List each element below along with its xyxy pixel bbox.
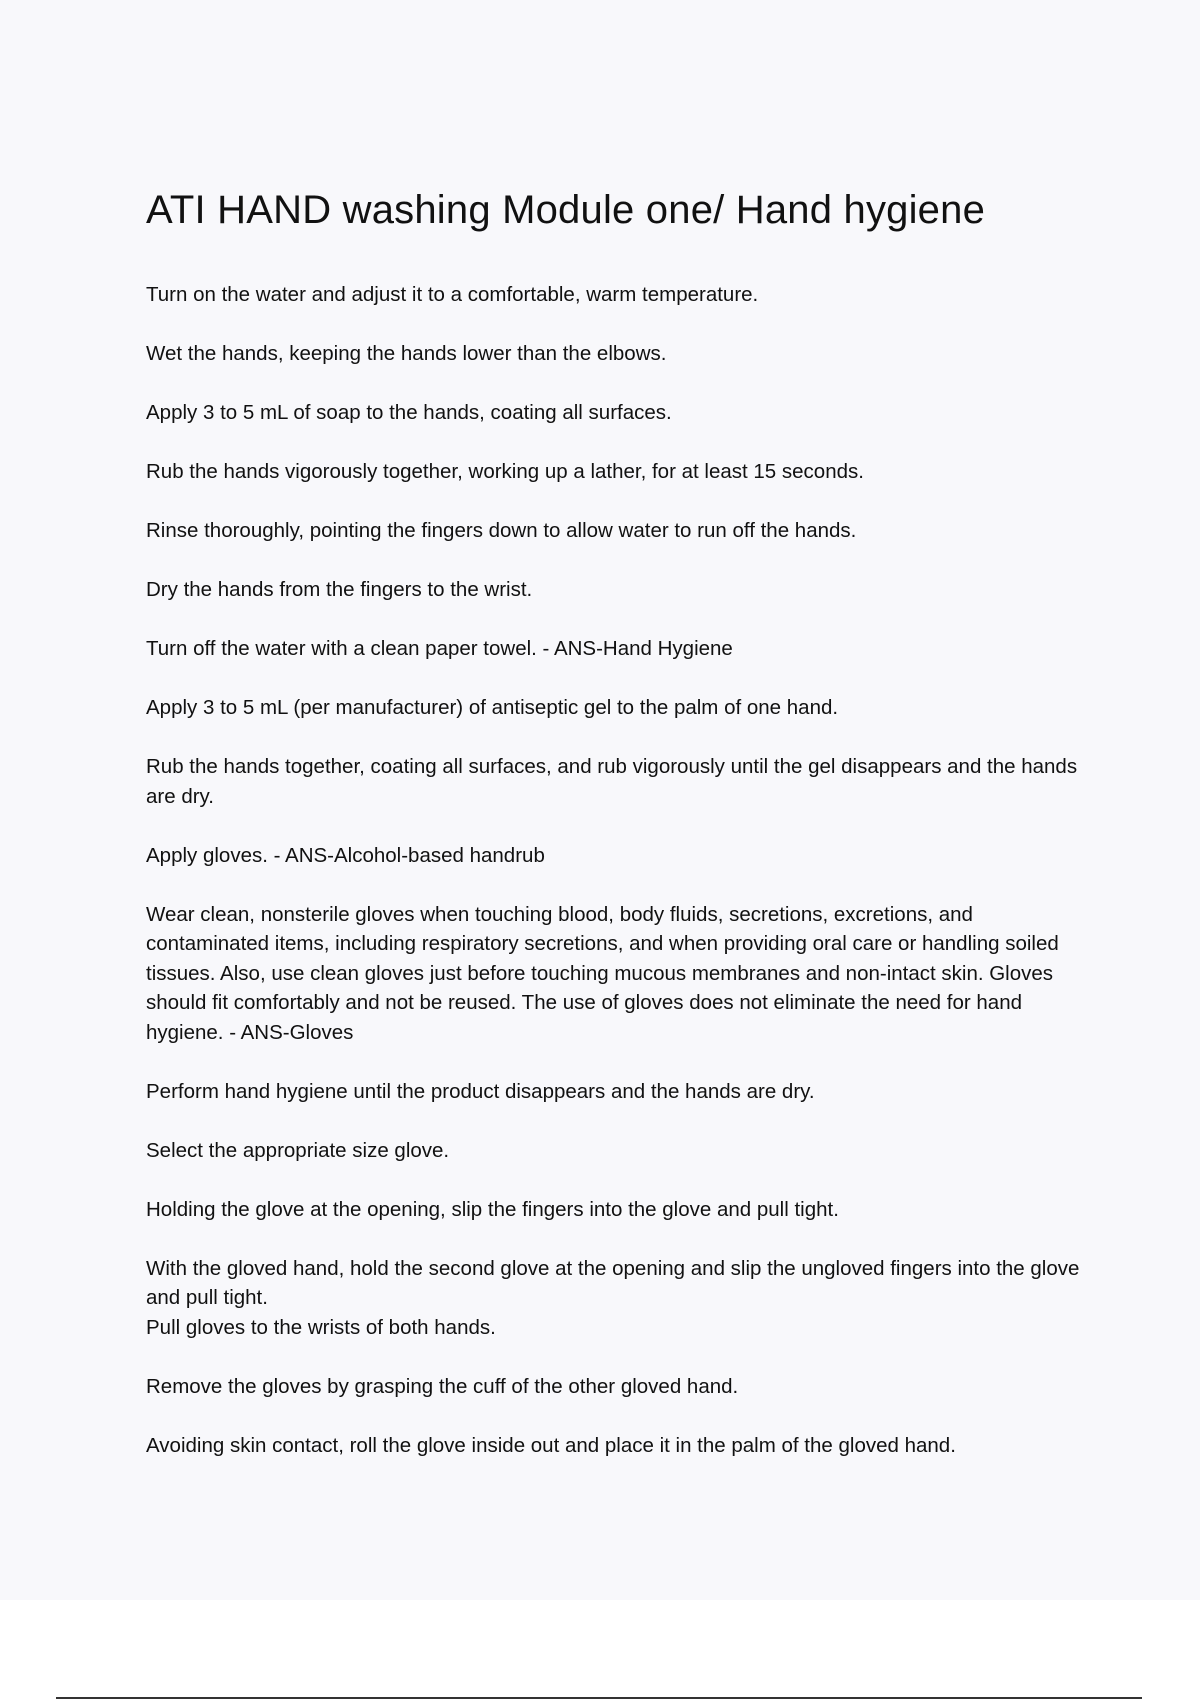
paragraph: Rinse thoroughly, pointing the fingers down to allow water to run off the hands. bbox=[146, 519, 857, 542]
paragraph: With the gloved hand, hold the second glove at the opening and slip the ungloved fingers into the glove and pull tight. Pull gloves to the wrists of both hands. bbox=[146, 1256, 1080, 1339]
paragraph: Holding the glove at the opening, slip the fingers into the glove and pull tight. bbox=[146, 1197, 839, 1221]
document-title: ATI HAND washing Module one/ Hand hygiene bbox=[146, 188, 986, 232]
paragraph: Dry the hands from the fingers to the wrist. bbox=[146, 578, 533, 601]
paragraph: Remove the gloves by grasping the cuff of the other gloved hand. bbox=[146, 1374, 739, 1398]
paragraph: Perform hand hygiene until the product disappears and the hands are dry. bbox=[146, 1079, 815, 1103]
paragraph: Rub the hands vigorously together, working up a lather, for at least 15 seconds. bbox=[146, 460, 864, 483]
paragraph: Apply 3 to 5 mL (per manufacturer) of antiseptic gel to the palm of one hand. bbox=[146, 696, 839, 719]
paragraph: Turn off the water with a clean paper towel. - ANS-Hand Hygiene bbox=[146, 637, 733, 660]
paragraph: Avoiding skin contact, roll the glove inside out and place it in the palm of the gloved hand. bbox=[146, 1433, 956, 1457]
paragraph: Rub the hands together, coating all surfaces, and rub vigorously until the gel disappears and the hands are dry. bbox=[146, 755, 1078, 808]
paragraph: Apply gloves. - ANS-Alcohol-based handrub bbox=[146, 843, 545, 867]
paragraph: Turn on the water and adjust it to a comfortable, warm temperature. bbox=[146, 283, 759, 306]
document-content bbox=[146, 182, 1101, 1490]
footer-divider bbox=[56, 1697, 1142, 1699]
paragraph: Apply 3 to 5 mL of soap to the hands, coating all surfaces. bbox=[146, 401, 672, 424]
paragraph: Wear clean, nonsterile gloves when touching blood, body fluids, secretions, excretions, and contaminated items, including respiratory secretions, and when providing oral care or handling soiled tissues. Also, use clean gloves just before touching mucous membranes and non-intact skin. Gloves should fit comfortably and not be reused. The use of gloves does not eliminate the need for hand hygiene. - ANS-Gloves bbox=[146, 902, 1059, 1044]
paragraph: Select the appropriate size glove. bbox=[146, 1138, 450, 1162]
paragraph: Wet the hands, keeping the hands lower than the elbows. bbox=[146, 342, 667, 365]
